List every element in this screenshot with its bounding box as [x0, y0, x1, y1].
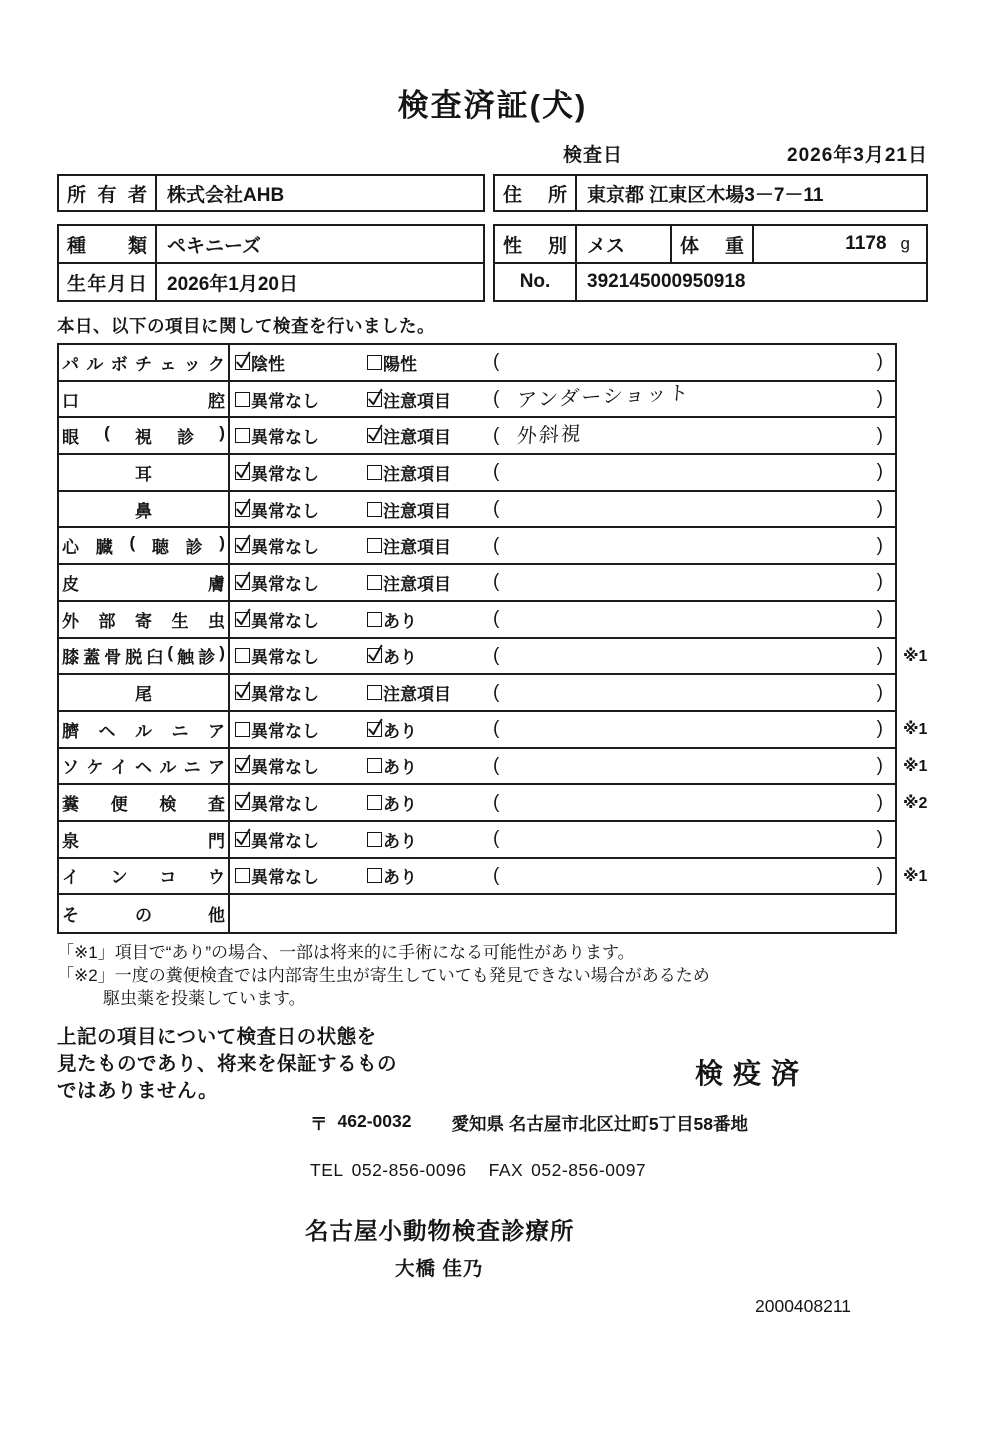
- option1-label: 異常なし: [251, 464, 319, 484]
- note-paren-open: (: [493, 534, 500, 556]
- checkbox-option2: [367, 355, 382, 370]
- clinic-address: 愛知県 名古屋市北区辻町5丁目58番地: [451, 1114, 749, 1134]
- footnote-mark: ※1: [903, 647, 928, 665]
- option2-label: 注意項目: [383, 685, 451, 705]
- exam-row: [59, 382, 895, 419]
- note-paren-open: (: [493, 571, 500, 593]
- option1-label: 異常なし: [251, 611, 319, 631]
- footnote-mark: ※2: [903, 794, 928, 812]
- checkbox-option2: [367, 758, 382, 773]
- checkbox-option1: [235, 758, 250, 773]
- option1-label: 異常なし: [251, 758, 319, 778]
- option1-label: 異常なし: [251, 721, 319, 741]
- exam-row: [59, 749, 928, 786]
- check-mark-icon: [367, 392, 382, 407]
- exam-row: [59, 492, 895, 529]
- certificate-sheet: [57, 0, 928, 1317]
- checkbox-option2: [367, 392, 382, 407]
- note-paren-close: ): [876, 388, 883, 410]
- owner-label: 所 有 者: [67, 184, 147, 206]
- footnotes: [57, 941, 928, 1010]
- checkbox-option2: [367, 868, 382, 883]
- note-paren-open: (: [493, 681, 500, 703]
- sex-value: メス: [577, 226, 672, 262]
- weight-label: 体 重: [680, 235, 744, 257]
- birthdate-value: 2026年1月20日: [167, 273, 298, 295]
- option2-label: 注意項目: [383, 574, 451, 594]
- note-paren-close: ): [876, 754, 883, 776]
- owner-address-row: [57, 174, 928, 212]
- exam-item-label: 口 腔: [62, 391, 225, 411]
- check-mark-icon: [367, 428, 382, 443]
- postal-mark: 〒: [310, 1114, 328, 1134]
- note-paren-open: (: [493, 644, 500, 666]
- quarantine-stamp: 検疫済: [695, 1058, 810, 1089]
- footnote-2-continued: 駆虫薬を投薬しています。: [103, 989, 306, 1008]
- checkbox-option1: [235, 502, 250, 517]
- inspection-date-value: 2026年3月21日: [787, 145, 928, 166]
- exam-item-label: 心 臓 ( 聴 診 ): [62, 533, 225, 558]
- checkbox-option1: [235, 832, 250, 847]
- fax-label: FAX: [488, 1160, 524, 1180]
- option2-label: あり: [383, 831, 417, 851]
- check-mark-icon: [235, 502, 250, 517]
- checkbox-option1: [235, 428, 250, 443]
- number-value: 392145000950918: [587, 271, 746, 292]
- check-mark-icon: [235, 612, 250, 627]
- checkbox-option1: [235, 575, 250, 590]
- exam-row: [59, 528, 895, 565]
- note-paren-close: ): [876, 681, 883, 703]
- check-mark-icon: [235, 538, 250, 553]
- inspection-date-label: 検査日: [563, 145, 624, 166]
- checkbox-option1: [235, 355, 250, 370]
- note-paren-close: ): [876, 828, 883, 850]
- checkbox-option1: [235, 795, 250, 810]
- check-mark-icon: [235, 758, 250, 773]
- checkbox-option1: [235, 612, 250, 627]
- checkbox-option1: [235, 465, 250, 480]
- clinic-tel-line: [310, 1160, 928, 1181]
- sex-label: 性 別: [503, 235, 567, 257]
- clinic-name: 名古屋小動物検査診療所: [305, 1218, 575, 1244]
- note-paren-close: ): [876, 644, 883, 666]
- serial-number: 2000408211: [755, 1296, 852, 1316]
- note-paren-close: ): [876, 864, 883, 886]
- exam-item-label: 耳: [135, 464, 152, 484]
- check-mark-icon: [367, 648, 382, 663]
- note-paren-open: (: [493, 718, 500, 740]
- tel-label: TEL: [310, 1160, 344, 1180]
- option2-label: あり: [383, 721, 417, 741]
- exam-note-handwritten: 外斜視: [516, 423, 584, 449]
- exam-item-label: イ ン コ ウ: [62, 868, 225, 888]
- breed-sex-weight-row: [57, 224, 928, 264]
- check-mark-icon: [235, 465, 250, 480]
- checkbox-option2: [367, 538, 382, 553]
- exam-note-handwritten: アンダーショット: [516, 381, 691, 412]
- note-paren-open: (: [493, 424, 500, 446]
- option1-label: 異常なし: [251, 795, 319, 815]
- option2-label: あり: [383, 795, 417, 815]
- option1-label: 異常なし: [251, 428, 319, 448]
- option2-label: あり: [383, 758, 417, 778]
- note-paren-close: ): [876, 424, 883, 446]
- checkbox-option1: [235, 392, 250, 407]
- weight-unit: g: [900, 234, 910, 253]
- address-label: 住 所: [503, 184, 567, 206]
- option2-label: 注意項目: [383, 464, 451, 484]
- exam-item-label: 尾: [135, 685, 152, 705]
- address-value: 東京都 江東区木場3－7－11: [587, 184, 824, 206]
- exam-row: [59, 895, 895, 932]
- checkbox-option2: [367, 575, 382, 590]
- footnote-1: 「※1」項目で“あり”の場合、一部は将来的に手術になる可能性があります。: [57, 943, 635, 962]
- checkbox-option1: [235, 685, 250, 700]
- option1-label: 異常なし: [251, 868, 319, 888]
- note-paren-close: ): [876, 718, 883, 740]
- postal-code: 462-0032: [337, 1111, 412, 1131]
- checkbox-option2: [367, 502, 382, 517]
- exam-row: [59, 602, 895, 639]
- owner-value: 株式会社AHB: [167, 184, 285, 206]
- check-mark-icon: [235, 685, 250, 700]
- checkbox-option1: [235, 648, 250, 663]
- note-paren-close: ): [876, 571, 883, 593]
- exam-item-label: 膝 蓋 骨 脱 臼 ( 触 診 ): [62, 643, 225, 668]
- checkbox-option1: [235, 538, 250, 553]
- weight-value: 1178 g: [845, 233, 910, 254]
- footnote-2: 「※2」一度の糞便検査では内部寄生虫が寄生していても発見できない場合があるため: [57, 966, 710, 985]
- note-paren-open: (: [493, 461, 500, 483]
- exam-row: [59, 565, 895, 602]
- option1-label: 異常なし: [251, 648, 319, 668]
- option1-label: 異常なし: [251, 574, 319, 594]
- note-paren-close: ): [876, 498, 883, 520]
- number-label: No.: [519, 271, 551, 292]
- option1-label: 異常なし: [251, 831, 319, 851]
- footnote-mark: ※1: [903, 757, 928, 775]
- footnote-mark: ※1: [903, 867, 928, 885]
- clinic-postal-line: [310, 1111, 928, 1136]
- footnote-mark: ※1: [903, 721, 928, 739]
- check-mark-icon: [367, 722, 382, 737]
- note-paren-open: (: [493, 351, 500, 373]
- note-paren-open: (: [493, 791, 500, 813]
- exam-table: [57, 343, 928, 934]
- checkbox-option2: [367, 428, 382, 443]
- exam-row: [59, 712, 928, 749]
- exam-row: [59, 675, 895, 712]
- checkbox-option2: [367, 685, 382, 700]
- fax-number: 052-856-0097: [531, 1160, 647, 1180]
- note-paren-close: ): [876, 791, 883, 813]
- exam-item-label: そ の 他: [62, 906, 225, 926]
- option1-label: 異常なし: [251, 685, 319, 705]
- checkbox-option2: [367, 612, 382, 627]
- note-paren-close: ): [876, 534, 883, 556]
- exam-row: [59, 859, 928, 896]
- exam-item-label: 皮 膚: [62, 574, 225, 594]
- note-paren-close: ): [876, 351, 883, 373]
- option2-label: 注意項目: [383, 538, 451, 558]
- note-paren-open: (: [493, 608, 500, 630]
- breed-label: 種 類: [67, 235, 147, 257]
- check-mark-icon: [235, 355, 250, 370]
- option2-label: 注意項目: [383, 428, 451, 448]
- exam-row: [59, 345, 895, 382]
- note-paren-close: ): [876, 608, 883, 630]
- checkbox-option2: [367, 795, 382, 810]
- birthdate-label: 生 年 月 日: [67, 273, 147, 295]
- exam-row: [59, 639, 928, 676]
- breed-value: ペキニーズ: [167, 235, 262, 257]
- veterinarian-name: 大橋 佳乃: [395, 1258, 484, 1280]
- option1-label: 陰性: [251, 354, 285, 374]
- exam-item-label: パ ル ボ チ ェ ッ ク: [62, 354, 225, 374]
- checkbox-option2: [367, 465, 382, 480]
- option1-label: 異常なし: [251, 501, 319, 521]
- inspection-date-row: [57, 139, 928, 167]
- note-paren-open: (: [493, 864, 500, 886]
- note-paren-close: ): [876, 461, 883, 483]
- option2-label: あり: [383, 868, 417, 888]
- exam-item-label: 糞 便 検 査: [62, 795, 225, 815]
- exam-row: [59, 418, 895, 455]
- intro-text: 本日、以下の項目に関して検査を行いました。: [57, 316, 435, 336]
- option2-label: あり: [383, 611, 417, 631]
- option2-label: あり: [383, 648, 417, 668]
- exam-item-label: 外 部 寄 生 虫: [62, 611, 225, 631]
- exam-row: [59, 785, 928, 822]
- checkbox-option2: [367, 722, 382, 737]
- option2-label: 陽性: [383, 354, 417, 374]
- option1-label: 異常なし: [251, 391, 319, 411]
- exam-row: [59, 455, 895, 492]
- page-title: 検査済証(犬): [397, 88, 588, 123]
- check-mark-icon: [235, 795, 250, 810]
- checkbox-option1: [235, 722, 250, 737]
- option2-label: 注意項目: [383, 391, 451, 411]
- bottom-zone: [57, 1024, 928, 1105]
- exam-row: [59, 822, 895, 859]
- checkbox-option1: [235, 868, 250, 883]
- note-paren-open: (: [493, 754, 500, 776]
- exam-item-label: ソ ケ イ ヘ ル ニ ア: [62, 758, 225, 778]
- checkbox-option2: [367, 648, 382, 663]
- option1-label: 異常なし: [251, 538, 319, 558]
- note-paren-open: (: [493, 828, 500, 850]
- check-mark-icon: [235, 575, 250, 590]
- exam-item-label: 鼻: [135, 501, 152, 521]
- exam-item-label: 泉 門: [62, 831, 225, 851]
- tel-number: 052-856-0096: [351, 1160, 467, 1180]
- note-paren-open: (: [493, 498, 500, 520]
- checkbox-option2: [367, 832, 382, 847]
- note-paren-open: (: [493, 388, 500, 410]
- disclaimer-text: 上記の項目について検査日の状態を 見たものであり、将来を保証するもの ではありません。: [57, 1026, 398, 1102]
- check-mark-icon: [235, 832, 250, 847]
- birthdate-number-row: [57, 262, 928, 302]
- exam-item-label: 眼 ( 視 診 ): [62, 423, 225, 448]
- option2-label: 注意項目: [383, 501, 451, 521]
- exam-item-label: 臍 ヘ ル ニ ア: [62, 721, 225, 741]
